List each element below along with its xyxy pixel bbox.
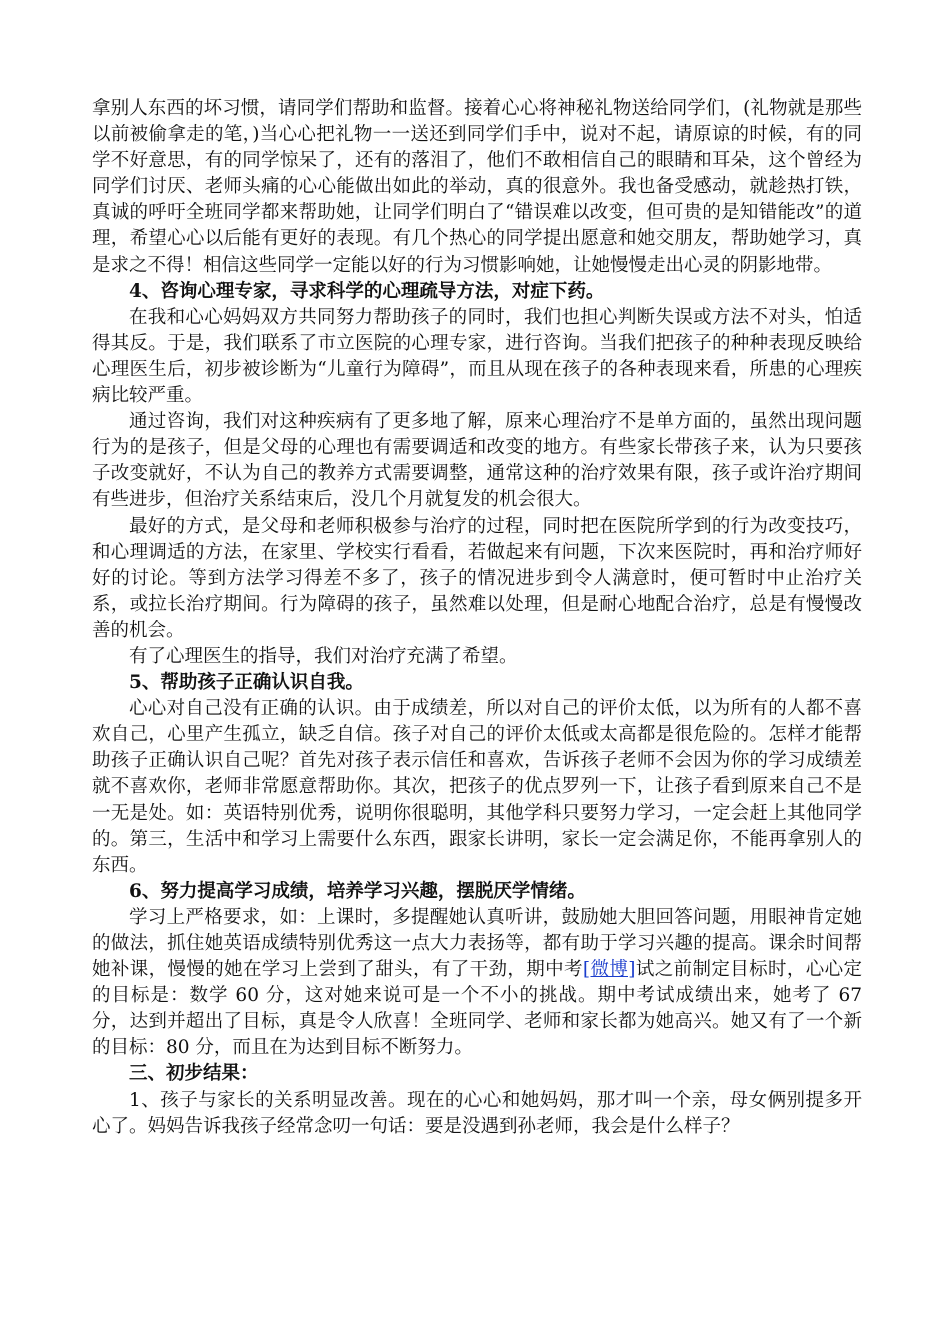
paragraph: 有了心理医生的指导，我们对治疗充满了希望。 [129, 645, 518, 667]
paragraph: 最好的方式，是父母和老师积极参与治疗的过程，同时把在医院所学到的行为改变技巧，和心理调适的方法，在家里、学校实行看看，若做起来有问题，下次来医院时，再和治疗师好好的讨论。等到方法学习得差不多了，孩子的情况进步到令人满意时，便可暂时中止治疗关系，或拉长治疗期间。行为障碍的孩子，虽然难以处理，但是耐心地配合治疗，总是有慢慢改善的机会。 [92, 515, 862, 641]
paragraph: 在我和心心妈妈双方共同努力帮助孩子的同时，我们也担心判断失误或方法不对头，怕适得其反。于是，我们联系了市立医院的心理专家，进行咨询。当我们把孩子的种种表现反映给心理医生后，初步被诊断为“儿童行为障碍”，而且从现在孩子的各种表现来看，所患的心理疾病比较严重。 [92, 306, 862, 407]
section-heading-6: 6、努力提高学习成绩，培养学习兴趣，摆脱厌学情绪。 [129, 880, 586, 902]
section-heading-results: 三、初步结果： [129, 1063, 259, 1085]
paragraph: 心心对自己没有正确的认识。由于成绩差，所以对自己的评价太低，以为所有的人都不喜欢自己，心里产生孤立，缺乏自信。孩子对自己的评价太低或太高都是很危险的。怎样才能帮助孩子正确认识自己呢？首先对孩子表示信任和喜欢，告诉孩子老师不会因为你的学习成绩差就不喜欢你，老师非常愿意帮助你。其次，把孩子的优点罗列一下，让孩子看到原来自己不是一无是处。如：英语特别优秀，说明你很聪明，其他学科只要努力学习，一定会赶上其他同学的。第三，生活中和学习上需要什么东西，跟家长讲明，家长一定会满足你，不能再拿别人的东西。 [92, 698, 862, 876]
paragraph-text: 学习上严格要求，如：上课时，多提醒她认真听讲，鼓励她大胆回答问题，用眼神肯定她的做法，抓住她英语成绩特别优秀这一点大力表扬等，都有助于学习兴趣的提高。课余时间帮她补课，慢慢的她在学习上尝到了甜头，有了干劲，期中考 [92, 906, 862, 981]
paragraph-text: 试之前制定目标时，心心定的目标是：数学 60 分，这对她来说可是一个不小的挑战。期中考试成绩出来，她考了 67 分，达到并超出了目标，真是令人欣喜！全班同学、老师和家长都为她高兴。她又有了一个新的目标：80 分，而且在为达到目标不断努力。 [92, 959, 862, 1059]
section-heading-4: 4、咨询心理专家，寻求科学的心理疏导方法，对症下药。 [129, 280, 605, 302]
paragraph: 拿别人东西的坏习惯，请同学们帮助和监督。接着心心将神秘礼物送给同学们，(礼物就是那些以前被偷拿走的笔，)当心心把礼物一一送还到同学们手中，说对不起，请原谅的时候，有的同学不好意思，有的同学惊呆了，还有的落泪了，他们不敢相信自己的眼睛和耳朵，这个曾经为同学们讨厌、老师头痛的心心能做出如此的举动，真的很意外。我也备受感动，就趁热打铁，真诚的呼吁全班同学都来帮助她，让同学们明白了“错误难以改变，但可贵的是知错能改”的道理，希望心心以后能有更好的表现。有几个热心的同学提出愿意和她交朋友，帮助她学习，真是求之不得！相信这些同学一定能以好的行为习惯影响她，让她慢慢走出心灵的阴影地带。 [92, 98, 862, 276]
paragraph-with-link [92, 905, 862, 1062]
section-heading-5: 5、帮助孩子正确认识自我。 [129, 672, 364, 694]
weibo-link[interactable]: [微博] [582, 959, 636, 981]
paragraph: 通过咨询，我们对这种疾病有了更多地了解，原来心理治疗不是单方面的，虽然出现问题行为的是孩子，但是父母的心理也有需要调适和改变的地方。有些家长带孩子来，认为只要孩子改变就好，不认为自己的教养方式需要调整，通常这种的治疗效果有限，孩子或许治疗期间有些进步，但治疗关系结束后，没几个月就复发的机会很大。 [92, 411, 862, 511]
document-page [92, 96, 862, 1140]
paragraph: 1、孩子与家长的关系明显改善。现在的心心和她妈妈，那才叫一个亲，母女俩别提多开心了。妈妈告诉我孩子经常念叨一句话：要是没遇到孙老师，我会是什么样子？ [92, 1089, 862, 1137]
